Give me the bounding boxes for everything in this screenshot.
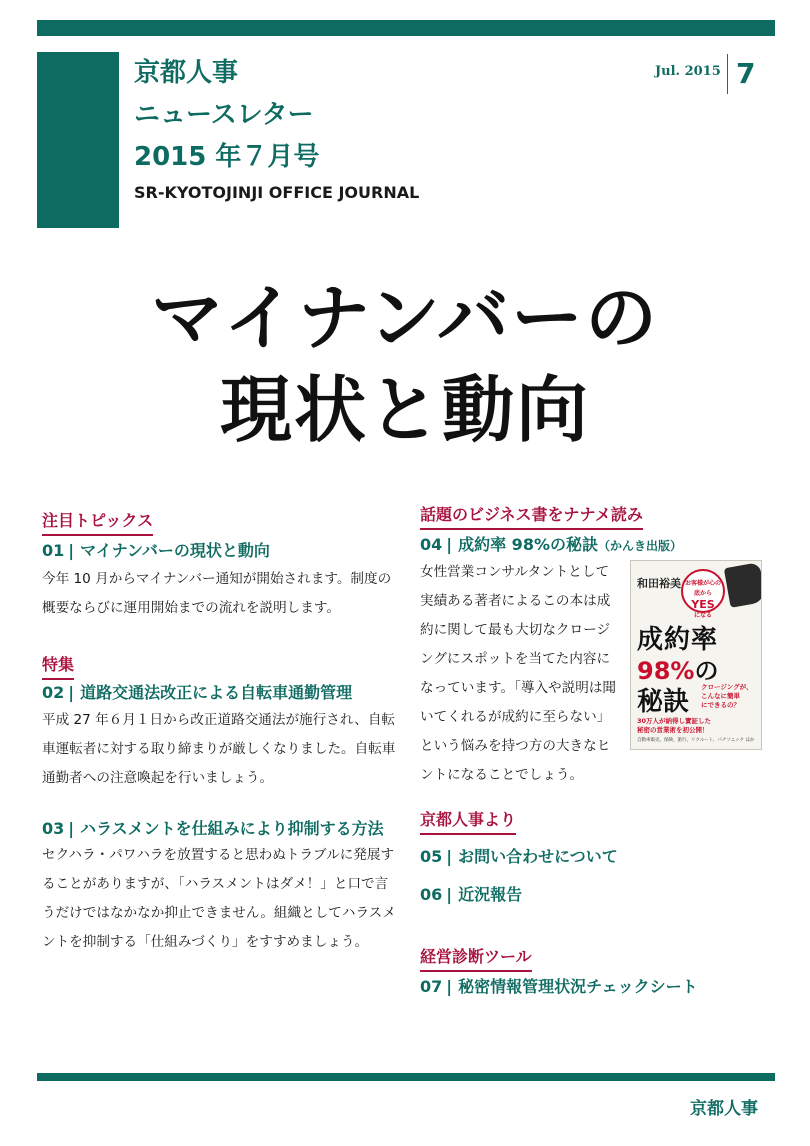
main-title-line: 現状と動向 (219, 368, 590, 452)
book-cover-image (630, 560, 762, 750)
tagline-line: クロージングが、 (701, 683, 753, 691)
review-line: ントになることでしょう。 (420, 767, 584, 783)
summary-line: 概要ならびに運用開始までの流れを説明します。 (42, 600, 340, 616)
section-heading-feature: 特集 (42, 652, 74, 680)
book-tagline (701, 683, 753, 710)
top-accent-bar (37, 20, 775, 36)
review-line: 女性営業コンサルタントとして (420, 564, 610, 580)
article-title: 近況報告 (458, 885, 523, 904)
section-heading-books: 話題のビジネス書をナナメ読み (420, 502, 643, 530)
issue-divider (727, 54, 728, 94)
main-title (0, 272, 810, 456)
journal-name: SR-KYOTOJINJI OFFICE JOURNAL (134, 183, 420, 202)
masthead-line: 京都人事 (134, 58, 239, 88)
review-line: 実績ある著者によるこの本は成 (420, 593, 611, 609)
book-title-line: 成約率 (637, 625, 719, 655)
review-line: ングにスポットを当てた内容に (420, 651, 611, 667)
badge-text: になる (693, 612, 712, 619)
summary-line: 平成 27 年６月１日から改正道路交通法が施行され、自転 (42, 712, 396, 728)
tagline-line: こんなに簡単 (701, 692, 740, 700)
article-link-05[interactable]: 05 | お問い合わせについて (420, 847, 618, 866)
summary-line: セクハラ・パワハラを放置すると思わぬトラブルに発展す (42, 847, 395, 863)
article-summary-01 (42, 565, 391, 623)
article-link-07[interactable]: 07 | 秘密情報管理状況チェックシート (420, 977, 698, 996)
issue-number: 7 (736, 57, 756, 90)
article-number: 07 (420, 977, 443, 996)
publisher-label: （かんき出版） (597, 539, 682, 553)
article-title: 成約率 98%の秘訣 (458, 535, 598, 554)
book-review-text (420, 558, 616, 790)
book-author: 和田裕美 (637, 577, 681, 590)
masthead-color-block (37, 52, 119, 228)
article-title: マイナンバーの現状と動向 (80, 541, 270, 560)
article-summary-03 (42, 841, 396, 957)
article-number: 05 (420, 847, 443, 866)
book-badge (681, 569, 725, 619)
article-title: 秘密情報管理状況チェックシート (458, 977, 698, 996)
summary-line: ることがありますが、「ハラスメントはダメ！」と口で言 (42, 876, 389, 892)
bottom-accent-bar (37, 1073, 775, 1081)
pen-hand-illustration (724, 562, 762, 608)
article-title: お問い合わせについて (458, 847, 618, 866)
article-number: 06 (420, 885, 443, 904)
article-title: 道路交通法改正による自転車通勤管理 (80, 683, 353, 702)
review-line: なっています。「導入や説明は聞 (420, 680, 617, 696)
footer-brand: 京都人事 (690, 1099, 758, 1119)
summary-line: 通勤者への注意喚起を行いましょう。 (42, 770, 274, 786)
blurb-line: 秘密の営業術を初公開！ (637, 726, 709, 734)
article-link-06[interactable]: 06 | 近況報告 (420, 885, 523, 904)
summary-line: ントを抑制する「仕組みづくり」をすすめましょう。 (42, 934, 369, 950)
book-title-percent: 98% (637, 657, 695, 685)
issue-date: Jul. 2015 (655, 64, 721, 79)
book-title-suffix: の (694, 657, 719, 685)
book-fine-print: 自動車販売、保険、旅行、リクルート、パナソニック ほか (637, 738, 755, 743)
book-title-line: 秘訣 (637, 687, 690, 717)
section-heading-office: 京都人事より (420, 807, 516, 835)
article-summary-02 (42, 706, 395, 793)
review-line: いてくれるが成約に至らない」 (420, 709, 611, 725)
article-number: 02 (42, 683, 65, 702)
section-heading-topics: 注目トピックス (42, 508, 153, 536)
review-line: 約に関して最も大切なクロージ (420, 622, 611, 638)
masthead-line: ニュースレター (134, 100, 314, 130)
summary-line: うだけではなかなか抑止できません。組織としてハラスメ (42, 905, 396, 921)
book-blurb (637, 717, 711, 735)
section-heading-tools: 経営診断ツール (420, 944, 532, 972)
article-title: ハラスメントを仕組みにより抑制する方法 (80, 819, 384, 838)
masthead (134, 52, 319, 178)
tagline-line: にできるの？ (701, 701, 740, 709)
article-link-03[interactable]: 03 | ハラスメントを仕組みにより抑制する方法 (42, 819, 384, 838)
article-link-01[interactable]: 01 | マイナンバーの現状と動向 (42, 541, 270, 560)
article-link-04[interactable]: 04 | 成約率 98%の秘訣（かんき出版） (420, 535, 682, 554)
article-link-02[interactable]: 02 | 道路交通法改正による自転車通勤管理 (42, 683, 353, 702)
badge-big-text: YES (691, 598, 715, 611)
review-line: という悩みを持つ方の大きなヒ (420, 738, 611, 754)
summary-line: 今年 10 月からマイナンバー通知が開始されます。制度の (42, 571, 392, 587)
main-title-line: マイナンバーの (151, 276, 659, 360)
article-number: 03 (42, 819, 65, 838)
blurb-line: 30万人が納得し實証した (637, 717, 712, 725)
badge-text: お客様が心の底から (684, 580, 721, 597)
summary-line: 車運転者に対する取り締まりが厳しくなりました。自転車 (42, 741, 396, 757)
article-number: 01 (42, 541, 65, 560)
article-number: 04 (420, 535, 443, 554)
masthead-line: 2015 年７月号 (134, 142, 320, 172)
